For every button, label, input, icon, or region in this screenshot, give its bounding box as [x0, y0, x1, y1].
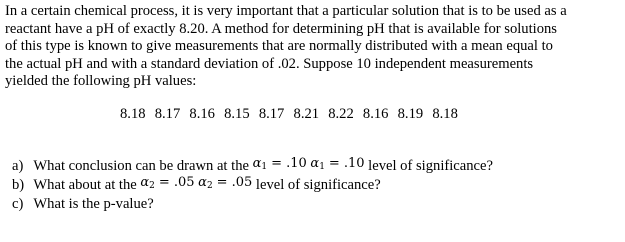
- ph-value: 8.16: [362, 106, 389, 122]
- alpha-symbol: α: [252, 156, 262, 171]
- ph-value: 8.22: [328, 106, 354, 122]
- question-text: What is the p-value?: [33, 196, 154, 212]
- alpha-symbol: α: [198, 175, 207, 190]
- alpha-value: .10: [343, 156, 365, 171]
- alpha-value: .10: [286, 156, 307, 171]
- question-list: [12, 158, 493, 215]
- question-text: What about at the: [33, 177, 137, 193]
- ph-value: 8.16: [189, 106, 215, 122]
- alpha-expression: [140, 175, 194, 190]
- question-suffix: level of significance?: [368, 158, 493, 174]
- problem-statement: [5, 3, 621, 91]
- ph-values-list: [120, 106, 463, 123]
- alpha-subscript: 2: [206, 181, 213, 191]
- question-suffix: level of significance?: [255, 177, 381, 193]
- question-text: What conclusion can be drawn at the: [33, 158, 249, 174]
- ph-value: 8.18: [432, 106, 458, 122]
- alpha-value: .05: [231, 175, 253, 190]
- problem-line: In a certain chemical process, it is very important that a particular solution that is to be used as a: [5, 3, 567, 19]
- equals-sign: =: [328, 156, 340, 171]
- question-letter: a): [12, 158, 24, 174]
- ph-value: 8.21: [293, 106, 320, 122]
- ph-value: 8.19: [397, 106, 424, 122]
- alpha-subscript: 1: [319, 162, 325, 172]
- question-a: [12, 158, 493, 177]
- question-letter: b): [12, 177, 25, 193]
- alpha-symbol: α: [310, 156, 320, 171]
- alpha-value: .05: [173, 175, 195, 190]
- alpha-symbol: α: [140, 175, 150, 190]
- question-letter: c): [12, 196, 24, 212]
- problem-line: reactant have a pH of exactly 8.20. A method for determining pH that is available for solutions: [5, 20, 557, 37]
- problem-line: of this type is known to give measurements that are normally distributed with a mean equal to: [5, 38, 553, 55]
- equals-sign: =: [158, 175, 170, 190]
- alpha-expression: [253, 156, 307, 171]
- alpha-subscript: 1: [261, 162, 268, 172]
- equals-sign: =: [216, 175, 228, 190]
- ph-value: 8.17: [154, 106, 181, 122]
- equals-sign: =: [271, 156, 283, 171]
- alpha-subscript: 2: [149, 181, 155, 191]
- problem-line: yielded the following pH values:: [5, 73, 197, 90]
- ph-value: 8.15: [224, 106, 250, 122]
- question-b: [12, 177, 493, 196]
- ph-value: 8.18: [120, 106, 146, 122]
- alpha-expression: [310, 156, 364, 171]
- question-c: [12, 196, 493, 215]
- ph-value: 8.17: [258, 106, 285, 122]
- alpha-expression: [198, 175, 252, 190]
- problem-line: the actual pH and with a standard deviation of .02. Suppose 10 independent measurements: [5, 55, 534, 72]
